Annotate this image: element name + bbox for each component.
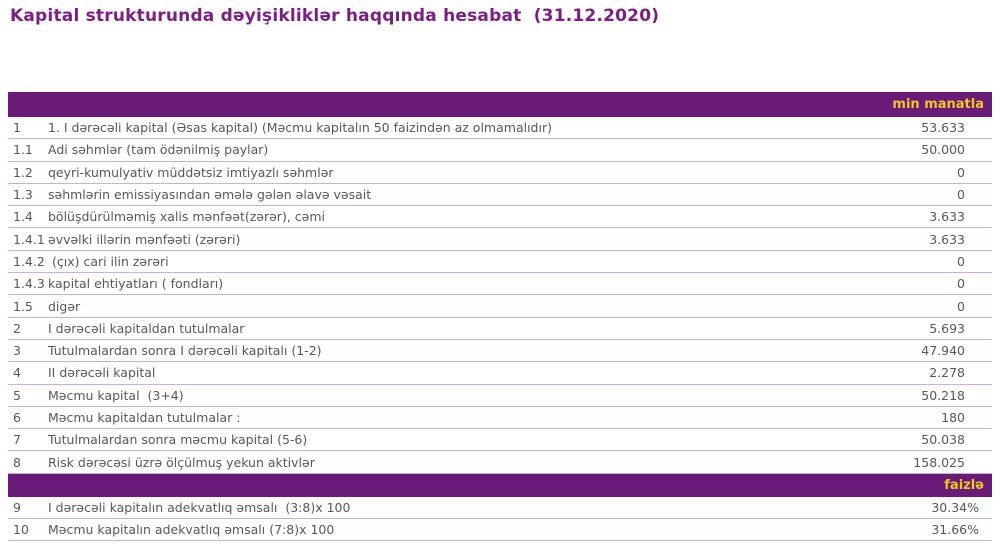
table-row [8,273,992,295]
row-value: 0 [957,164,965,180]
amount-rows [8,117,992,474]
row-label: Risk dərəcəsi üzrə ölçülmuş yekun aktivlər [48,454,315,470]
row-value: 30.34% [931,499,979,515]
row-label: əvvəlki illərin mənfəəti (zərəri) [48,231,241,247]
row-number: 10 [13,521,29,537]
table-row [8,139,992,161]
row-value: 3.633 [929,231,965,247]
row-label: Məcmu kapitaldan tutulmalar : [48,410,241,425]
row-number: 1.3 [13,187,33,203]
percent-header-band [8,474,992,497]
row-label: I dərəcəli kapitalın adekvatlıq əmsalı (3:8)x 100 [48,499,351,515]
row-number: 1.4.2 [13,253,45,269]
capital-structure-table [8,92,992,541]
row-number: 3 [13,343,21,359]
table-row [8,295,992,317]
row-value: 180 [941,410,965,425]
unit-header-label: min manatla [892,97,984,112]
row-label: I dərəcəli kapitaldan tutulmalar [48,320,245,336]
row-label: (çıx) cari ilin zərəri [48,253,169,269]
row-value: 31.66% [931,521,979,537]
table-row [8,429,992,451]
row-number: 1.5 [13,298,33,314]
row-number: 4 [13,365,21,381]
unit-header-band [8,92,992,117]
table-row [8,407,992,429]
row-number: 6 [13,410,21,425]
row-value: 5.693 [929,320,965,336]
table-row [8,340,992,362]
row-value: 50.038 [921,432,965,448]
percent-header-label: faizlə [944,477,984,493]
row-number: 1.4.1 [13,231,45,247]
row-number: 8 [13,454,21,470]
row-number: 1.2 [13,164,33,180]
row-label: Adi səhmlər (tam ödənilmiş paylar) [48,142,269,158]
table-row [8,184,992,206]
table-row [8,519,992,541]
table-row [8,318,992,340]
row-number: 1.4.3 [13,276,45,292]
row-label: bölüşdürülməmiş xalis mənfəət(zərər), cəmi [48,209,325,225]
row-value: 50.000 [921,142,965,158]
row-number: 5 [13,387,21,403]
row-value: 158.025 [913,454,965,470]
table-row [8,117,992,139]
row-label: Tutulmalardan sonra məcmu kapital (5-6) [48,432,308,448]
row-value: 0 [957,298,965,314]
percent-rows [8,497,992,541]
row-label: 1. I dərəcəli kapital (Əsas kapital) (Məcmu kapitalın 50 faizindən az olmamalıdır) [48,120,552,136]
row-label: II dərəcəli kapital [48,365,156,381]
table-row [8,362,992,384]
row-value: 0 [957,253,965,269]
table-row [8,451,992,473]
table-row [8,251,992,273]
row-label: Tutulmalardan sonra I dərəcəli kapitalı (1-2) [48,343,322,359]
row-label: Məcmu kapitalın adekvatlıq əmsalı (7:8)x 100 [48,521,335,537]
row-label: Məcmu kapital (3+4) [48,387,184,403]
row-label: qeyri-kumulyativ müddətsiz imtiyazlı səhmlər [48,164,334,180]
row-number: 2 [13,320,21,336]
row-number: 1.4 [13,209,33,225]
page-title: Kapital strukturunda dəyişikliklər haqqında hesabat (31.12.2020) [10,6,660,26]
row-number: 1 [13,120,21,136]
row-value: 0 [957,276,965,292]
row-value: 47.940 [921,343,965,359]
row-value: 2.278 [929,365,965,381]
row-label: kapital ehtiyatları ( fondları) [48,276,224,292]
row-value: 0 [957,187,965,203]
row-value: 50.218 [921,387,965,403]
table-row [8,497,992,519]
row-number: 7 [13,432,21,448]
table-row [8,385,992,407]
row-number: 9 [13,499,21,515]
table-row [8,228,992,250]
table-row [8,162,992,184]
row-label: səhmlərin emissiyasından əmələ gələn əlavə vəsait [48,187,372,203]
row-value: 3.633 [929,209,965,225]
table-row [8,206,992,228]
row-label: digər [48,298,81,314]
row-number: 1.1 [13,142,33,158]
row-value: 53.633 [921,120,965,136]
